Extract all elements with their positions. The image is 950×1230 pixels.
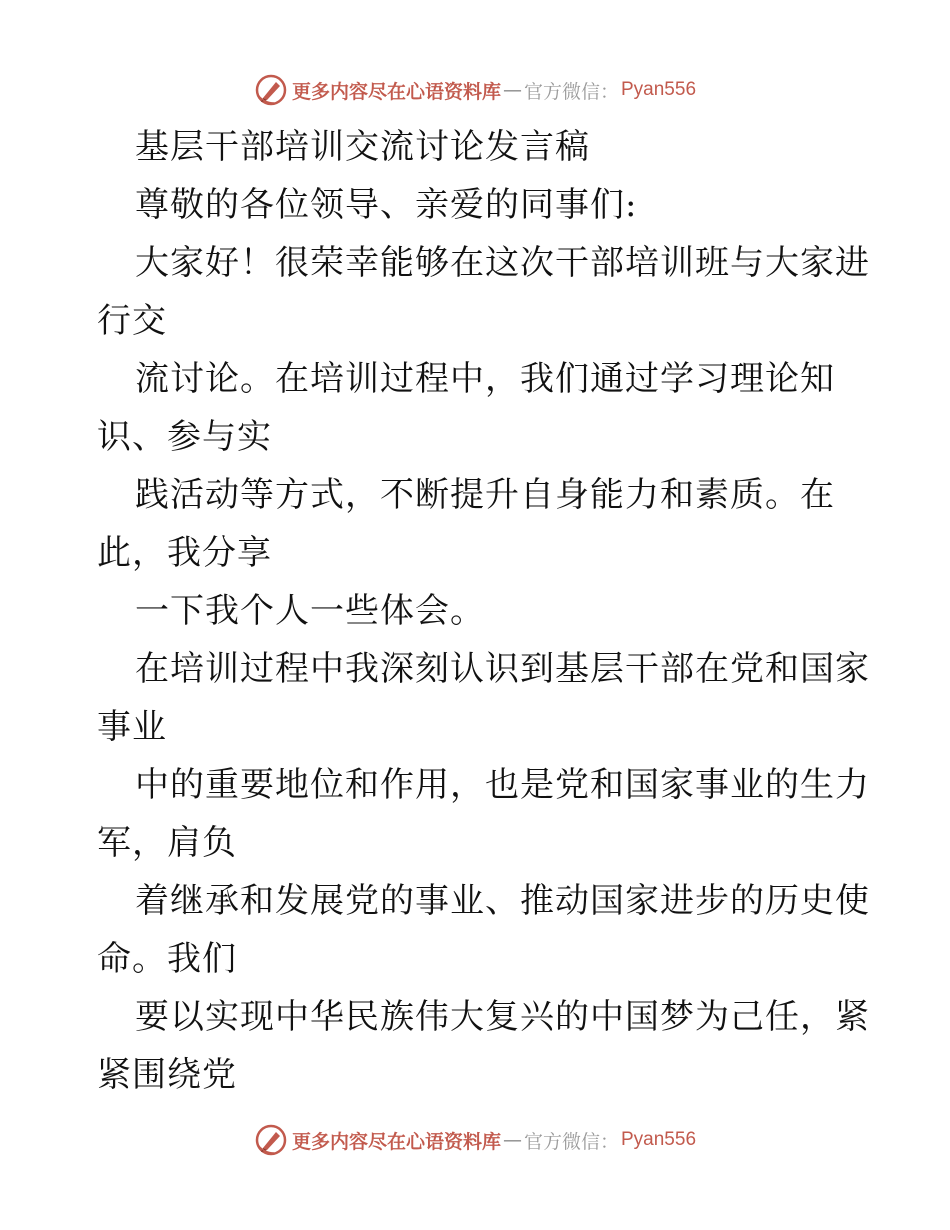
salutation-line: 尊敬的各位领导、亲爱的同事们: [135, 185, 638, 225]
pen-logo-icon [254, 73, 288, 107]
text-line: 大家好！很荣幸能够在这次干部培训班与大家进 [135, 243, 870, 283]
banner-separator: — [502, 79, 522, 101]
text-line: 着继承和发展党的事业、推动国家进步的历史使 [135, 881, 870, 921]
banner-wechat-label: 官方微信： [523, 1130, 619, 1153]
pen-logo-icon [254, 1123, 288, 1157]
banner-wechat-label: 官方微信： [523, 80, 619, 103]
text-line: 要以实现中华民族伟大复兴的中国梦为己任，紧 [135, 997, 870, 1037]
text-line: 践活动等方式，不断提升自身能力和素质。在 [135, 475, 835, 515]
document-body [97, 118, 870, 1104]
banner-text: 更多内容尽在心语资料库 [291, 80, 501, 103]
document-title: 基层干部培训交流讨论发言稿 [135, 127, 590, 167]
footer-banner [0, 1120, 950, 1160]
text-line: 流讨论。在培训过程中，我们通过学习理论知 [135, 359, 835, 399]
text-line: 命。我们 [97, 939, 237, 979]
text-line: 一下我个人一些体会。 [135, 591, 485, 631]
banner-text: 更多内容尽在心语资料库 [291, 1130, 501, 1153]
text-line: 事业 [97, 707, 167, 747]
text-line: 军，肩负 [97, 823, 237, 863]
banner-separator: — [502, 1129, 522, 1151]
text-line: 紧围绕党 [97, 1055, 237, 1095]
text-line: 中的重要地位和作用，也是党和国家事业的生力 [135, 765, 870, 805]
text-line: 在培训过程中我深刻认识到基层干部在党和国家 [135, 649, 870, 689]
text-line: 此，我分享 [97, 533, 272, 573]
banner-wechat-id: Pyan556 [621, 79, 697, 100]
banner-wechat-id: Pyan556 [621, 1129, 697, 1150]
header-banner [0, 70, 950, 110]
text-line: 行交 [97, 301, 167, 341]
text-line: 识、参与实 [97, 417, 272, 457]
